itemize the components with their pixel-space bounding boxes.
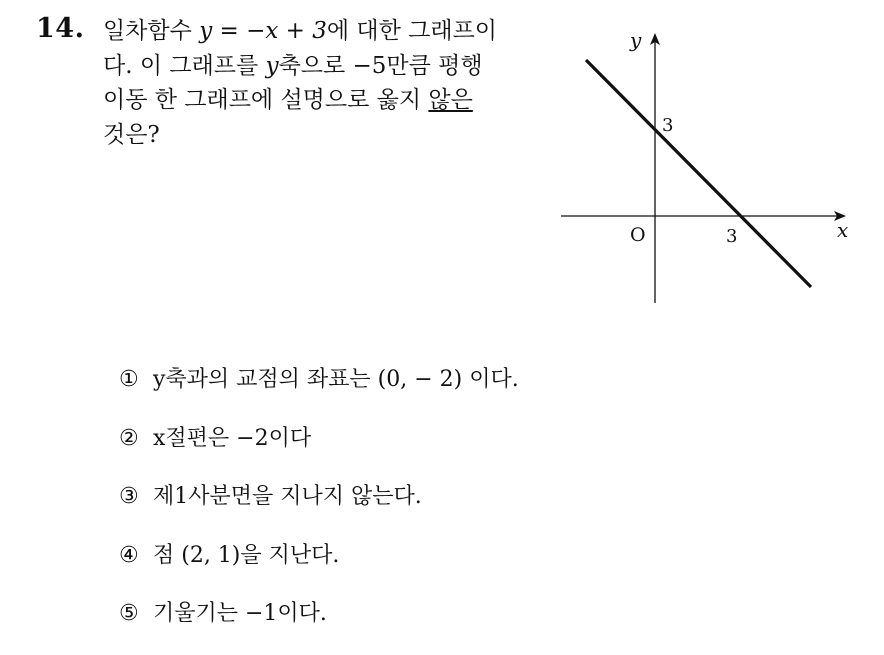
choice-marker: ④ (119, 542, 139, 568)
stem-math: y = −x + 3 (199, 18, 327, 44)
choice-2[interactable] (119, 421, 519, 480)
stem-line-2: 다. 이 그래프를 y축으로 −5만큼 평행 (103, 52, 483, 79)
choice-4[interactable] (119, 538, 519, 597)
answer-choices (119, 362, 519, 655)
choice-5[interactable] (119, 596, 519, 655)
choice-text: x절편은 −2이다 (153, 425, 312, 451)
question-stem (103, 14, 543, 152)
linear-function-graph (555, 25, 855, 310)
stem-math: y (265, 52, 279, 79)
stem-line-4: 것은? (103, 121, 160, 148)
choice-marker: ② (119, 425, 139, 451)
y-axis-label: y (630, 28, 642, 52)
underlined-word: 않은 (428, 87, 473, 113)
choice-marker: ③ (119, 484, 139, 509)
x-axis-label: x (837, 218, 849, 242)
choice-text: 점 (2, 1)을 지난다. (153, 542, 340, 568)
choice-text: 제1사분면을 지나지 않는다. (153, 484, 422, 509)
stem-line-3: 이동 한 그래프에 설명으로 옳지 않은 (103, 87, 473, 113)
choice-1[interactable] (119, 362, 519, 421)
x-intercept-label: 3 (726, 226, 738, 247)
y-intercept-label: 3 (662, 115, 674, 136)
function-line (586, 60, 811, 287)
stem-line-1: 일차함수 y = −x + 3에 대한 그래프이 (103, 18, 498, 44)
choice-3[interactable] (119, 479, 519, 538)
choice-marker: ① (119, 367, 139, 392)
choice-marker: ⑤ (119, 601, 139, 626)
origin-label: O (630, 224, 646, 246)
choice-text: y축과의 교점의 좌표는 (0, − 2) 이다. (153, 367, 519, 392)
question-number: 14. (36, 13, 85, 44)
choice-text: 기울기는 −1이다. (153, 601, 327, 626)
